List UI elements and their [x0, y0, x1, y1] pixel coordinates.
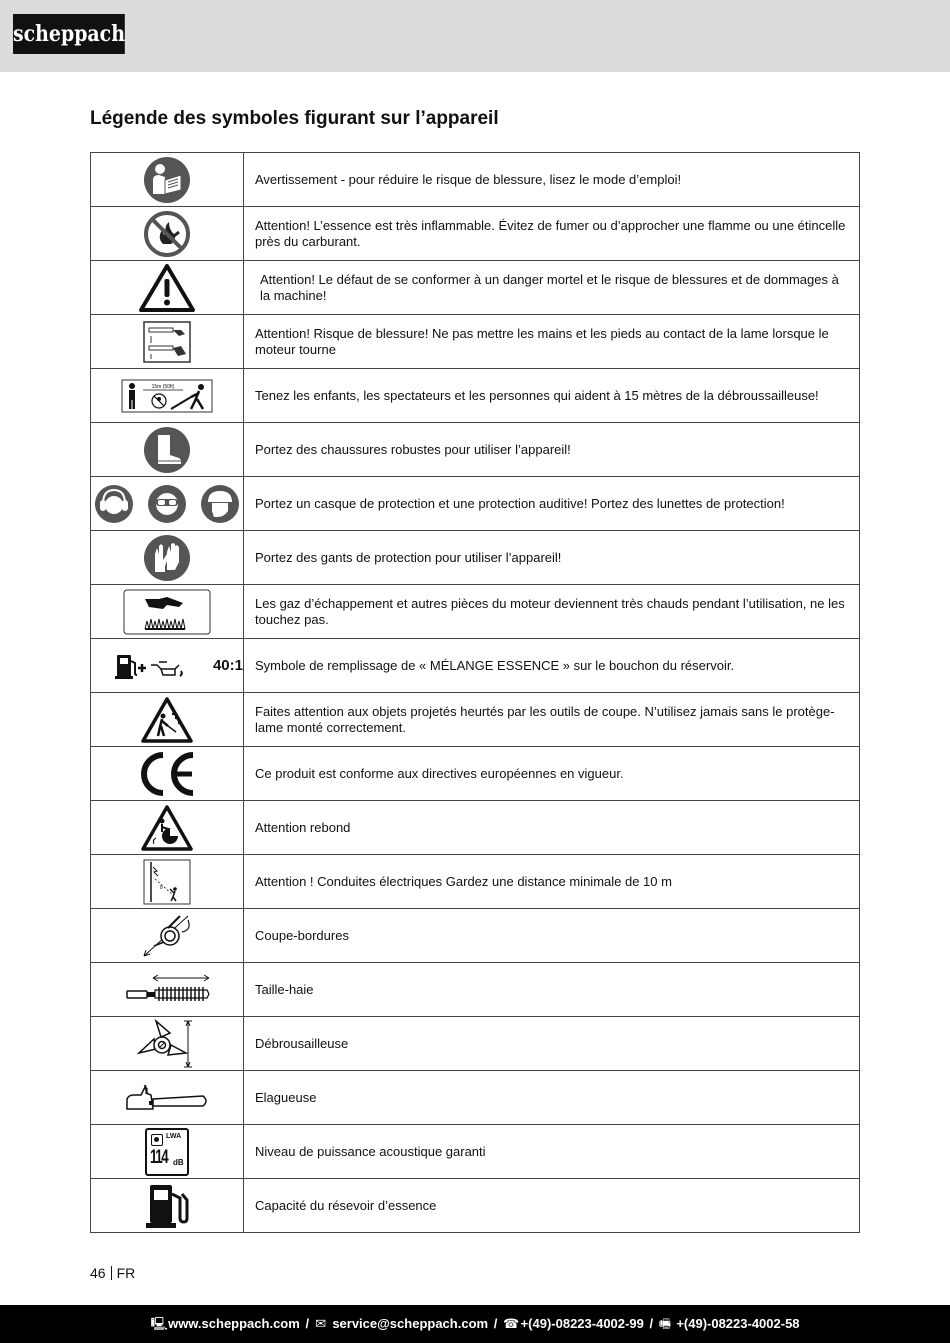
table-row [91, 1017, 860, 1071]
head-protection-icon [200, 484, 240, 524]
row-description: Attention! L’essence est très inflammable. Évitez de fumer ou d’approcher une flamme ou une étincelle près du carburant. [244, 207, 860, 261]
row-description: Coupe-bordures [244, 909, 860, 963]
row-description: Capacité du résevoir d’essence [244, 1179, 860, 1233]
fax-icon: 🖷 [658, 1316, 671, 1331]
email-link[interactable]: service@scheppach.com [332, 1316, 489, 1331]
table-row [91, 1179, 860, 1233]
warning-triangle-icon [138, 263, 196, 313]
keep-distance-icon [121, 379, 213, 413]
computer-icon: 🖳 [150, 1316, 168, 1331]
sound-level-unit: dB [173, 1157, 184, 1167]
page-number-value: 46 [90, 1265, 106, 1281]
table-row [91, 693, 860, 747]
fuel-mix-icon [115, 651, 195, 681]
row-description: Débrousailleuse [244, 1017, 860, 1071]
kickback-icon [140, 804, 194, 852]
page-footer: 🖳 www.scheppach.com / ✉ service@scheppach.com / ☎ +(49)-08223-4002-99 / 🖷 +(49)-08223-4002-58 [0, 1305, 950, 1343]
gloves-icon [143, 534, 191, 582]
hedge-trimmer-icon [123, 973, 211, 1007]
table-row [91, 531, 860, 585]
power-lines-icon [143, 859, 191, 905]
table-row [91, 369, 860, 423]
ear-protection-icon [94, 484, 134, 524]
row-description: Symbole de remplissage de « MÉLANGE ESSENCE » sur le bouchon du réservoir. [244, 639, 860, 693]
phone-icon: ☎ [502, 1316, 520, 1331]
row-description: Tenez les enfants, les spectateurs et les personnes qui aident à 15 mètres de la débroussailleuse! [244, 369, 860, 423]
row-description: Elagueuse [244, 1071, 860, 1125]
row-description: Attention rebond [244, 801, 860, 855]
row-description: Portez des gants de protection pour utiliser l’appareil! [244, 531, 860, 585]
sound-level-value: 114 [150, 1146, 168, 1168]
edger-icon [140, 912, 194, 960]
blade-hands-feet-icon [143, 321, 191, 363]
page-header [0, 0, 950, 72]
row-description: Avertissement - pour réduire le risque de blessure, lisez le mode d’emploi! [244, 153, 860, 207]
page-title: Légende des symboles figurant sur l’appareil [90, 108, 499, 129]
thrown-objects-icon [140, 696, 194, 744]
page-number [90, 1265, 135, 1281]
eye-protection-icon [147, 484, 187, 524]
row-description: Attention! Le défaut de se conformer à un danger mortel et le risque de blessures et de dommages à la machine! [244, 261, 860, 315]
row-description: Taille-haie [244, 963, 860, 1017]
table-row [91, 585, 860, 639]
table-row [91, 801, 860, 855]
ce-mark-icon [136, 750, 198, 798]
sound-power-icon [145, 1128, 189, 1176]
distance-label: 15m (50ft) [151, 383, 175, 390]
read-manual-icon [143, 156, 191, 204]
language-code: FR [116, 1265, 136, 1281]
hot-surface-icon [123, 589, 211, 635]
row-description: Ce produit est conforme aux directives européennes en vigueur. [244, 747, 860, 801]
table-row [91, 639, 860, 693]
svg-text:8: 8 [160, 884, 163, 891]
scheppach-logo: scheppach [13, 14, 125, 54]
table-row [91, 207, 860, 261]
phone-number: +(49)-08223-4002-99 [520, 1316, 644, 1331]
brush-cutter-blade-icon [136, 1019, 198, 1069]
table-row [91, 909, 860, 963]
table-row [91, 1125, 860, 1179]
table-row [91, 477, 860, 531]
table-row [91, 153, 860, 207]
table-row [91, 963, 860, 1017]
pruner-icon [123, 1081, 211, 1115]
no-fire-icon [143, 210, 191, 258]
website-link[interactable]: www.scheppach.com [168, 1316, 300, 1331]
table-row [91, 261, 860, 315]
boots-icon [143, 426, 191, 474]
symbol-legend-table [90, 152, 860, 1233]
fuel-mix-ratio: 40:1 [212, 657, 243, 674]
row-description: Portez des chaussures robustes pour utiliser l’appareil! [244, 423, 860, 477]
row-description: Niveau de puissance acoustique garanti [244, 1125, 860, 1179]
table-row [91, 747, 860, 801]
lwa-label: LWA [166, 1132, 182, 1140]
table-row [91, 1071, 860, 1125]
fuel-pump-icon [144, 1182, 190, 1230]
row-description: Les gaz d’échappement et autres pièces du moteur deviennent très chauds pendant l’utilisation, ne les touchez pas. [244, 585, 860, 639]
table-row [91, 855, 860, 909]
row-description: Attention ! Conduites électriques Gardez une distance minimale de 10 m [244, 855, 860, 909]
table-row [91, 423, 860, 477]
row-description: Faites attention aux objets projetés heurtés par les outils de coupe. N’utilisez jamais sans le protège-lame monté correctement. [244, 693, 860, 747]
row-description: Portez un casque de protection et une protection auditive! Portez des lunettes de protection! [244, 477, 860, 531]
email-icon: ✉ [315, 1316, 327, 1331]
row-description: Attention! Risque de blessure! Ne pas mettre les mains et les pieds au contact de la lame lorsque le moteur tourne [244, 315, 860, 369]
table-row [91, 315, 860, 369]
fax-number: +(49)-08223-4002-58 [676, 1316, 800, 1331]
